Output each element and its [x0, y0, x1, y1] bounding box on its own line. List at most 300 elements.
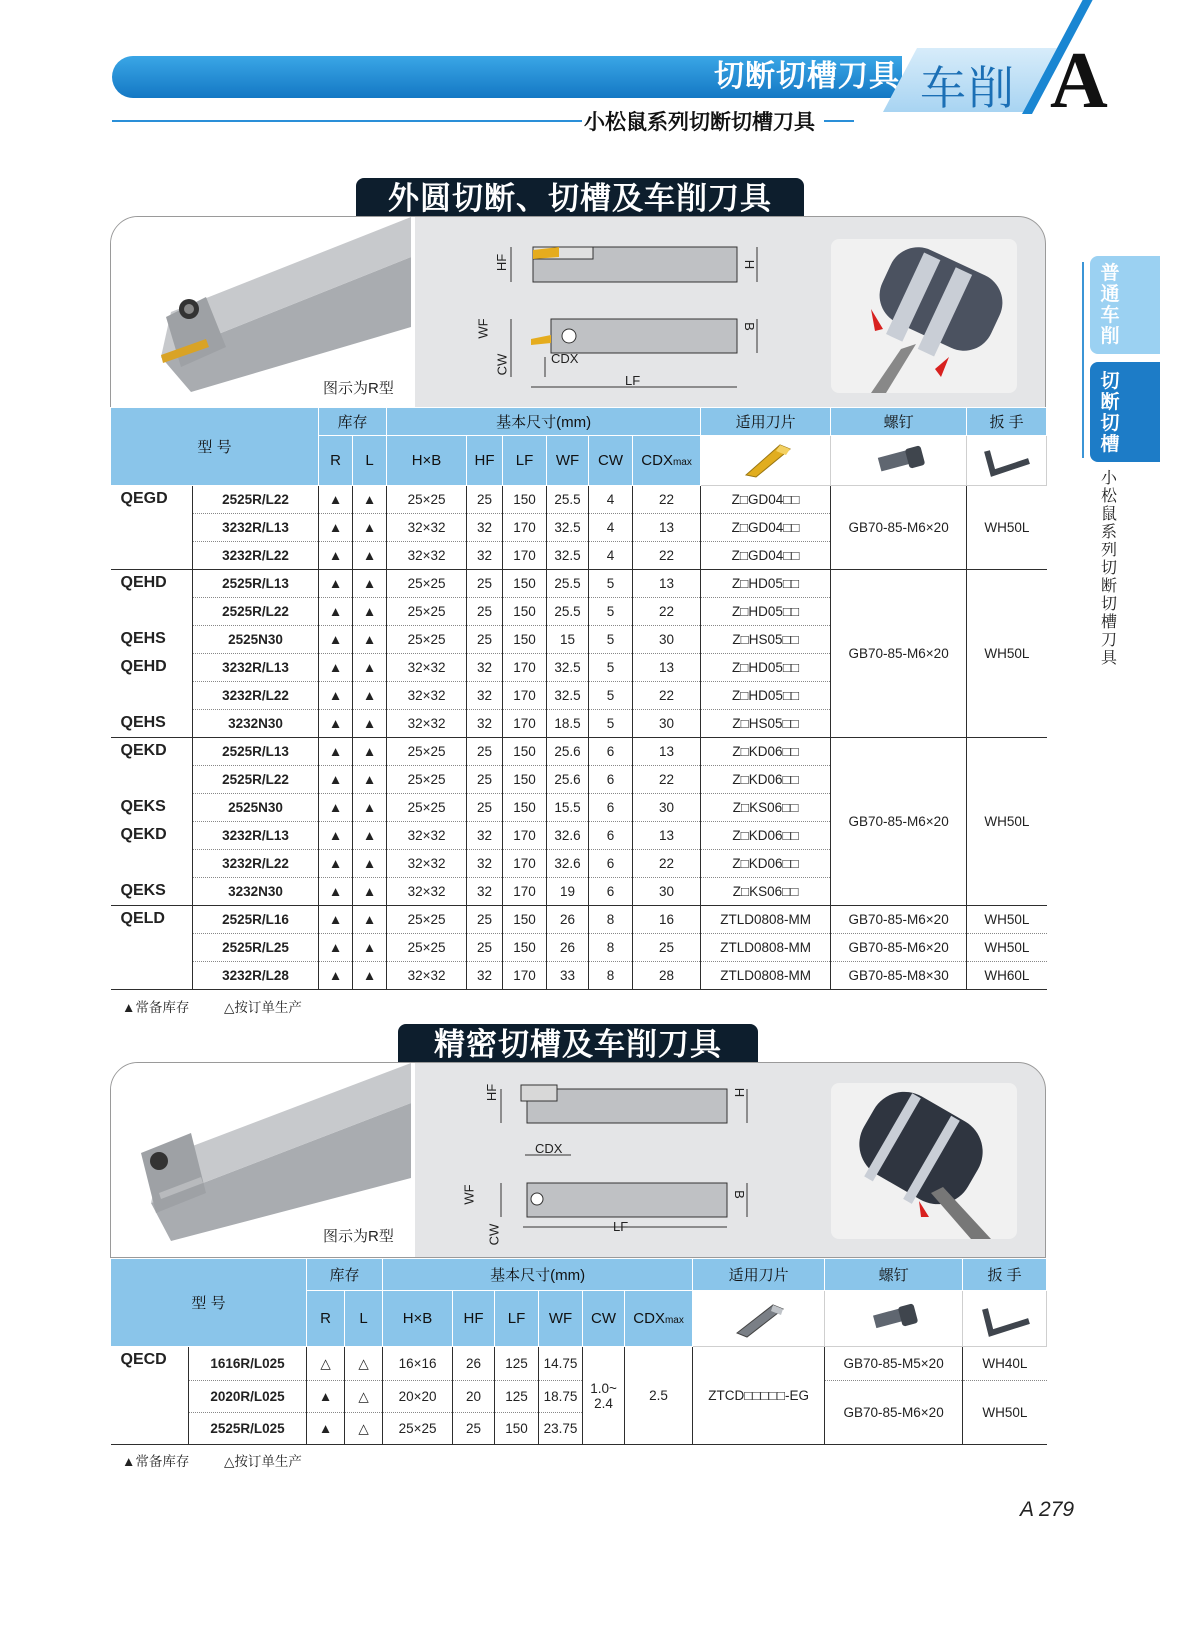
wf-cell: 32.5	[547, 542, 589, 570]
cdx-cell: 16	[633, 906, 701, 934]
wf-cell: 25.5	[547, 570, 589, 598]
screw-cell: GB70-85-M6×20	[831, 486, 967, 570]
l-cell: ▲	[353, 906, 387, 934]
page-title: 切断切槽刀具	[714, 60, 900, 93]
lf-cell: 150	[495, 1413, 539, 1445]
hxb-cell: 25×25	[387, 766, 467, 794]
wrench-icon	[967, 436, 1047, 486]
table-row	[111, 962, 1047, 990]
lf-cell: 170	[503, 962, 547, 990]
l-cell: ▲	[353, 962, 387, 990]
lf-cell: 150	[503, 598, 547, 626]
l-cell: ▲	[353, 934, 387, 962]
hxb-cell: 32×32	[387, 682, 467, 710]
hf-cell: 25	[467, 766, 503, 794]
cw-cell: 6	[589, 738, 633, 766]
side-vert-char: 小	[1100, 470, 1117, 487]
hxb-cell: 25×25	[387, 486, 467, 514]
r-cell: ▲	[319, 906, 353, 934]
model-cell: 3232R/L13	[193, 822, 319, 850]
cdx-cell: 13	[633, 654, 701, 682]
col-dims-header: 基本尺寸(mm)	[387, 408, 701, 436]
col-lf-header: LF	[503, 436, 547, 486]
stock-l-cell: △	[345, 1347, 383, 1381]
hxb-cell: 25×25	[387, 598, 467, 626]
cw-cell: 8	[589, 962, 633, 990]
section2-spec-table	[110, 1258, 1047, 1445]
cdx-cell: 13	[633, 514, 701, 542]
wf-cell: 32.5	[547, 654, 589, 682]
cdx-text: CDX	[641, 452, 673, 469]
wf-cell: 25.5	[547, 486, 589, 514]
hf-cell: 20	[453, 1381, 495, 1413]
r-cell: ▲	[319, 626, 353, 654]
dim-lf-label: LF	[625, 373, 641, 388]
section1-caption: 图示为R型	[323, 380, 394, 397]
model-cell: 3232N30	[193, 878, 319, 906]
col-hf-header-2: HF	[453, 1291, 495, 1347]
cdx-cell: 30	[633, 710, 701, 738]
side-tab2-char: 切	[1100, 371, 1120, 392]
wrench-cell: WH50L	[967, 934, 1047, 962]
r-cell: ▲	[319, 934, 353, 962]
col-wrench-header-2: 扳 手	[963, 1259, 1047, 1291]
side-tab1-char: 车	[1100, 305, 1120, 326]
hf-cell: 25	[467, 794, 503, 822]
side-vert-char: 具	[1100, 650, 1117, 667]
series-cell: QEHS	[120, 629, 166, 647]
page-subtitle: 小松鼠系列切断切槽刀具	[584, 111, 815, 134]
model-cell: 1616R/L025	[189, 1347, 307, 1381]
lf-cell: 150	[503, 486, 547, 514]
cdx-cell: 28	[633, 962, 701, 990]
r-cell: ▲	[319, 654, 353, 682]
series-cell: QEHS	[111, 710, 193, 738]
col-screw-header-2: 螺钉	[825, 1259, 963, 1291]
stock-l-cell: △	[345, 1413, 383, 1445]
side-vert-char: 松	[1100, 488, 1117, 505]
series-cell: QEGD	[111, 486, 193, 570]
side-vert-char: 切	[1100, 560, 1117, 577]
insert-icon-2	[693, 1291, 825, 1347]
subtitle-rule	[112, 120, 582, 122]
model-cell: 2020R/L025	[189, 1381, 307, 1413]
side-vert-char: 断	[1100, 578, 1117, 595]
series-cell: QEKD	[120, 825, 167, 843]
side-tab2-char: 槽	[1100, 434, 1120, 455]
lf-cell: 125	[495, 1381, 539, 1413]
model-cell: 2525N30	[193, 626, 319, 654]
cw-cell: 8	[589, 934, 633, 962]
model-cell: 3232R/L28	[193, 962, 319, 990]
insert-cell: Z□KD06□□	[701, 822, 831, 850]
hf-cell: 32	[467, 850, 503, 878]
wf-cell: 18.75	[539, 1381, 583, 1413]
hxb-cell: 25×25	[387, 626, 467, 654]
hf-cell: 32	[467, 878, 503, 906]
col-l-header: L	[353, 436, 387, 486]
application-photo	[831, 239, 1017, 393]
r-cell: ▲	[319, 598, 353, 626]
side-tab2-char: 切	[1100, 413, 1120, 434]
l-cell: ▲	[353, 654, 387, 682]
col-stock-header-2: 库存	[307, 1259, 383, 1291]
hf-cell: 25	[467, 570, 503, 598]
col-wf-header-2: WF	[539, 1291, 583, 1347]
wf-cell: 15.5	[547, 794, 589, 822]
hxb-cell: 25×25	[387, 906, 467, 934]
l-cell: ▲	[353, 626, 387, 654]
stock-r-cell: ▲	[307, 1381, 345, 1413]
dim2-lf-label: LF	[613, 1219, 629, 1234]
screw-cell: GB70-85-M6×20	[831, 906, 967, 934]
cdx-cell: 22	[633, 850, 701, 878]
cw-cell: 6	[589, 794, 633, 822]
hxb-cell: 16×16	[383, 1347, 453, 1381]
lf-cell: 150	[503, 626, 547, 654]
screw-cell: GB70-85-M6×20	[825, 1381, 963, 1445]
wf-cell: 32.6	[547, 850, 589, 878]
model-cell: 2525R/L22	[193, 766, 319, 794]
insert-cell: Z□GD04□□	[701, 486, 831, 514]
wrench-cell: WH40L	[963, 1347, 1047, 1381]
lf-cell: 150	[503, 570, 547, 598]
wrench-icon-2	[963, 1291, 1047, 1347]
insert-cell: Z□KS06□□	[701, 794, 831, 822]
lf-cell: 170	[503, 654, 547, 682]
insert-cell: Z□KD06□□	[701, 850, 831, 878]
model-cell: 2525R/L13	[193, 738, 319, 766]
application-photo-2	[831, 1083, 1017, 1239]
cdx-cell: 22	[633, 542, 701, 570]
lf-cell: 125	[495, 1347, 539, 1381]
lf-cell: 150	[503, 934, 547, 962]
wrench-cell: WH50L	[967, 486, 1047, 570]
insert-cell: Z□KS06□□	[701, 878, 831, 906]
wf-cell: 32.6	[547, 822, 589, 850]
insert-cell: Z□HS05□□	[701, 710, 831, 738]
page-number: A 279	[1020, 1498, 1075, 1521]
dim2-b-label: B	[731, 1190, 747, 1199]
insert-cell: ZTCD□□□□□-EG	[693, 1347, 825, 1445]
wf-cell: 19	[547, 878, 589, 906]
cw-cell: 5	[589, 598, 633, 626]
section1-legend-stock: ▲常备库存	[122, 1000, 190, 1015]
wf-cell: 23.75	[539, 1413, 583, 1445]
screw-cell: GB70-85-M5×20	[825, 1347, 963, 1381]
wf-cell: 14.75	[539, 1347, 583, 1381]
cdx-cell: 13	[633, 822, 701, 850]
hxb-cell: 32×32	[387, 710, 467, 738]
dim2-wf-label: WF	[461, 1184, 477, 1205]
hxb-cell: 32×32	[387, 850, 467, 878]
series-cell: QEKS	[111, 878, 193, 906]
screw-cell: GB70-85-M6×20	[831, 934, 967, 962]
col-wrench-header: 扳 手	[967, 408, 1047, 436]
table-row	[111, 738, 1047, 766]
insert-cell: ZTLD0808-MM	[701, 962, 831, 990]
insert-cell: Z□KD06□□	[701, 766, 831, 794]
insert-icon	[701, 436, 831, 486]
r-cell: ▲	[319, 850, 353, 878]
cw-cell: 5	[589, 654, 633, 682]
r-cell: ▲	[319, 570, 353, 598]
dim2-hf-label: HF	[484, 1083, 500, 1102]
dim2-cdx-label: CDX	[535, 1141, 563, 1156]
lf-cell: 170	[503, 710, 547, 738]
table-row	[111, 486, 1047, 514]
col-lf-header-2: LF	[495, 1291, 539, 1347]
wrench-cell: WH60L	[967, 962, 1047, 990]
side-tab1-char: 削	[1100, 326, 1120, 347]
series-cell: QEKD	[120, 742, 167, 759]
insert-cell: ZTLD0808-MM	[701, 906, 831, 934]
side-tab-cutoff-grooving[interactable]	[1090, 362, 1160, 462]
cw-cell: 1.0~ 2.4	[583, 1347, 625, 1445]
side-vert-char: 列	[1100, 542, 1117, 559]
hxb-cell: 25×25	[387, 794, 467, 822]
cdx-cell: 22	[633, 766, 701, 794]
cw-cell: 8	[589, 906, 633, 934]
col-cw-header: CW	[589, 436, 633, 486]
cdx-text-2: CDX	[633, 1310, 665, 1327]
series-cell: QEKS	[120, 797, 166, 815]
insert-cell: Z□HD05□□	[701, 570, 831, 598]
side-vert-char: 刀	[1100, 632, 1117, 649]
r-cell: ▲	[319, 766, 353, 794]
cdx-sub: max	[672, 457, 692, 468]
dim-cw-label: CW	[494, 353, 510, 376]
r-cell: ▲	[319, 486, 353, 514]
series-cell: QEHD	[120, 574, 167, 591]
insert-cell: Z□HD05□□	[701, 682, 831, 710]
model-cell: 3232R/L13	[193, 654, 319, 682]
col-insert-header-2: 适用刀片	[693, 1259, 825, 1291]
dim-b-label: B	[741, 322, 757, 331]
col-hxb-header-2: H×B	[383, 1291, 453, 1347]
hf-cell: 25	[467, 934, 503, 962]
l-cell: ▲	[353, 850, 387, 878]
cw-cell: 6	[589, 878, 633, 906]
lf-cell: 170	[503, 542, 547, 570]
insert-cell: Z□HS05□□	[701, 626, 831, 654]
wrench-cell: WH50L	[963, 1381, 1047, 1445]
series-cell: QEHD	[120, 657, 167, 675]
screw-icon	[831, 436, 967, 486]
col-hf-header: HF	[467, 436, 503, 486]
wf-cell: 32.5	[547, 682, 589, 710]
r-cell: ▲	[319, 710, 353, 738]
r-cell: ▲	[319, 962, 353, 990]
hxb-cell: 32×32	[387, 962, 467, 990]
side-tab1-char: 普	[1100, 263, 1120, 284]
side-vert-char: 系	[1100, 524, 1117, 541]
series-cell: QELD	[111, 906, 193, 990]
col-hxb-header: H×B	[387, 436, 467, 486]
col-wf-header: WF	[547, 436, 589, 486]
hf-cell: 32	[467, 654, 503, 682]
l-cell: ▲	[353, 822, 387, 850]
model-cell: 3232N30	[193, 710, 319, 738]
model-cell: 3232R/L13	[193, 514, 319, 542]
cw-cell: 5	[589, 710, 633, 738]
subtitle-rule-right	[824, 120, 854, 122]
wrench-cell: WH50L	[967, 570, 1047, 738]
section2-table-body	[111, 1347, 1047, 1445]
dim-h-label: H	[742, 259, 758, 270]
col-cdx-header	[633, 436, 701, 486]
l-cell: ▲	[353, 598, 387, 626]
screw-cell: GB70-85-M6×20	[831, 738, 967, 906]
table-row	[111, 906, 1047, 934]
header-tab-label: 车削	[920, 61, 1016, 115]
hf-cell: 32	[467, 514, 503, 542]
hf-cell: 26	[453, 1347, 495, 1381]
cw-cell: 4	[589, 486, 633, 514]
cdx-cell: 13	[633, 738, 701, 766]
cdx-cell: 2.5	[625, 1347, 693, 1445]
lf-cell: 150	[503, 794, 547, 822]
col-stock-header: 库存	[319, 408, 387, 436]
model-cell: 2525R/L025	[189, 1413, 307, 1445]
col-cdx-header-2	[625, 1291, 693, 1347]
workpiece-illustration	[831, 239, 1017, 393]
table-row	[111, 1347, 1047, 1381]
dim2-cw-label: CW	[486, 1223, 502, 1246]
hxb-cell: 25×25	[387, 570, 467, 598]
l-cell: ▲	[353, 486, 387, 514]
col-model-header-2: 型 号	[111, 1259, 307, 1347]
dim2-h-label: H	[732, 1087, 748, 1098]
insert-cell: Z□KD06□□	[701, 738, 831, 766]
model-cell: 2525R/L25	[193, 934, 319, 962]
hxb-cell: 32×32	[387, 654, 467, 682]
section1-spec-table	[110, 407, 1047, 990]
section1-legend-order: △按订单生产	[224, 1000, 302, 1015]
r-cell: ▲	[319, 878, 353, 906]
lf-cell: 170	[503, 850, 547, 878]
hf-cell: 25	[467, 738, 503, 766]
hxb-cell: 32×32	[387, 542, 467, 570]
side-vertical-label	[1100, 470, 1118, 668]
lf-cell: 150	[503, 738, 547, 766]
wrench-cell: WH50L	[967, 738, 1047, 906]
hxb-cell: 32×32	[387, 514, 467, 542]
hf-cell: 32	[467, 822, 503, 850]
model-cell: 2525R/L13	[193, 570, 319, 598]
hf-cell: 32	[467, 542, 503, 570]
cdx-cell: 30	[633, 794, 701, 822]
l-cell: ▲	[353, 738, 387, 766]
cdx-cell: 22	[633, 682, 701, 710]
series-cell: QECD	[111, 1347, 189, 1445]
cdx-cell: 22	[633, 486, 701, 514]
hf-cell: 32	[467, 962, 503, 990]
cdx-cell: 22	[633, 598, 701, 626]
cw-cell: 6	[589, 822, 633, 850]
section2-title: 精密切槽及车削刀具	[398, 1024, 758, 1064]
lf-cell: 170	[503, 514, 547, 542]
cw-cell: 5	[589, 626, 633, 654]
side-rule	[1082, 262, 1084, 458]
l-cell: ▲	[353, 710, 387, 738]
lf-cell: 150	[503, 906, 547, 934]
table-row	[111, 1381, 1047, 1413]
lf-cell: 170	[503, 682, 547, 710]
hf-cell: 25	[453, 1413, 495, 1445]
col-r-header-2: R	[307, 1291, 345, 1347]
side-tab-general-turning[interactable]	[1090, 256, 1160, 354]
cw-cell: 4	[589, 542, 633, 570]
wf-cell: 33	[547, 962, 589, 990]
cw-cell: 6	[589, 850, 633, 878]
l-cell: ▲	[353, 542, 387, 570]
hf-cell: 25	[467, 626, 503, 654]
hf-cell: 32	[467, 682, 503, 710]
r-cell: ▲	[319, 794, 353, 822]
r-cell: ▲	[319, 682, 353, 710]
hf-cell: 25	[467, 906, 503, 934]
model-cell: 3232R/L22	[193, 850, 319, 878]
cdx-sub-2: max	[664, 1315, 684, 1326]
cw-cell: 5	[589, 570, 633, 598]
l-cell: ▲	[353, 570, 387, 598]
side-tab2-char: 断	[1100, 392, 1120, 413]
hf-cell: 32	[467, 710, 503, 738]
cw-cell: 6	[589, 766, 633, 794]
dim-hf-label: HF	[494, 253, 510, 272]
wf-cell: 26	[547, 906, 589, 934]
section1-title: 外圆切断、切槽及车削刀具	[356, 178, 804, 218]
r-cell: ▲	[319, 822, 353, 850]
side-vert-char: 切	[1100, 596, 1117, 613]
insert-cell: Z□HD05□□	[701, 598, 831, 626]
lf-cell: 170	[503, 878, 547, 906]
hxb-cell: 25×25	[387, 738, 467, 766]
model-cell: 3232R/L22	[193, 542, 319, 570]
workpiece-illustration-2	[831, 1083, 1017, 1239]
col-l-header-2: L	[345, 1291, 383, 1347]
side-tab1-char: 通	[1100, 284, 1120, 305]
dim-wf-label: WF	[475, 318, 491, 339]
cdx-cell: 30	[633, 878, 701, 906]
stock-r-cell: ▲	[307, 1413, 345, 1445]
hxb-cell: 32×32	[387, 878, 467, 906]
wf-cell: 26	[547, 934, 589, 962]
col-screw-header: 螺钉	[831, 408, 967, 436]
hxb-cell: 25×25	[383, 1413, 453, 1445]
lf-cell: 150	[503, 766, 547, 794]
col-dims-header-2: 基本尺寸(mm)	[383, 1259, 693, 1291]
stock-r-cell: △	[307, 1347, 345, 1381]
hxb-cell: 32×32	[387, 822, 467, 850]
insert-cell: Z□GD04□□	[701, 514, 831, 542]
hf-cell: 25	[467, 486, 503, 514]
section2-legend-order: △按订单生产	[224, 1454, 302, 1469]
cdx-cell: 13	[633, 570, 701, 598]
hxb-cell: 25×25	[387, 934, 467, 962]
wf-cell: 18.5	[547, 710, 589, 738]
wf-cell: 15	[547, 626, 589, 654]
screw-cell: GB70-85-M8×30	[831, 962, 967, 990]
section1-table-body	[111, 486, 1047, 990]
l-cell: ▲	[353, 878, 387, 906]
insert-cell: Z□GD04□□	[701, 542, 831, 570]
r-cell: ▲	[319, 738, 353, 766]
hxb-cell: 20×20	[383, 1381, 453, 1413]
col-r-header: R	[319, 436, 353, 486]
r-cell: ▲	[319, 514, 353, 542]
